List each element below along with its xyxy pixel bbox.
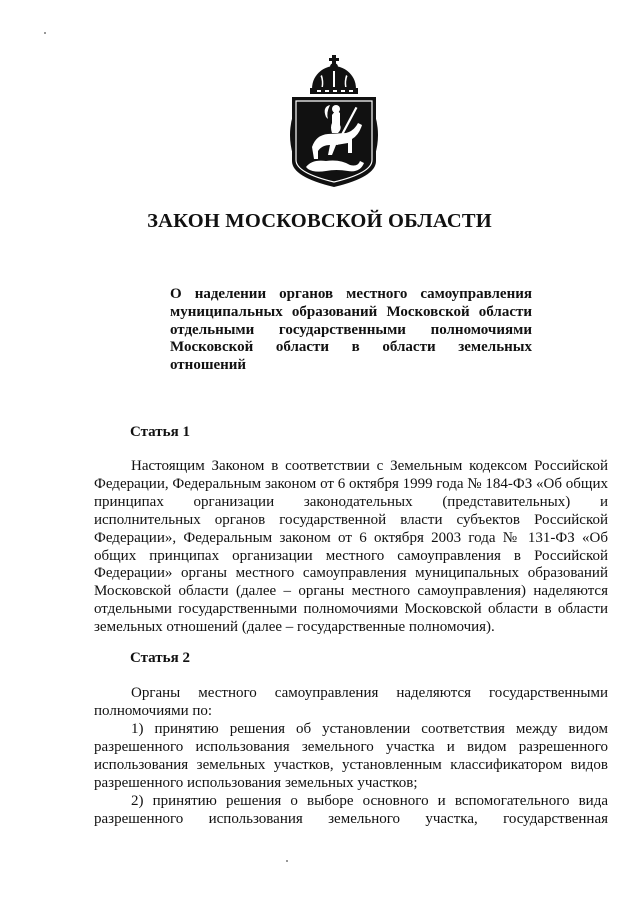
document-subtitle: О наделении органов местного самоуправления муниципальных образований Московской области отдельными государственными полномочиями Московской области в области земельных отношений xyxy=(170,286,532,374)
article-2-item-1: 1) принятию решения об установлении соответствия между видом разрешенного использования земельного участка и видом разрешенного использования земельных участков, установленным классификатором видов разрешенного использования земельных участков; xyxy=(94,721,608,791)
scan-speck xyxy=(286,860,288,862)
article-2-item-2: 2) принятию решения о выборе основного и вспомогательного вида разрешенного использования земельного участка, государственная xyxy=(94,793,608,827)
scan-speck xyxy=(44,32,46,34)
document-title: ЗАКОН МОСКОВСКОЙ ОБЛАСТИ xyxy=(147,210,492,232)
article-2-heading: Статья 2 xyxy=(130,650,190,666)
article-2-intro-paragraph: Органы местного самоуправления наделяются государственными полномочиями по: xyxy=(94,685,608,719)
coat-of-arms-icon xyxy=(286,55,382,190)
article-1-heading: Статья 1 xyxy=(130,424,190,440)
article-1-paragraph: Настоящим Законом в соответствии с Земельным кодексом Российской Федерации, Федеральным законом от 6 октября 1999 года № 184-ФЗ «Об общих принципах организации законодательных (представительных) и исполнительных органов государственной власти субъектов Российской Федерации», Федеральным законом от 6 октября 2003 года № 131-ФЗ «Об общих принципах организации местного самоуправления в Российской Федерации» органы местного самоуправления муниципальных образований Московской области (далее – органы местного самоуправления) наделяются отдельными государственными полномочиями Московской области в области земельных отношений (далее – государственные полномочия). xyxy=(94,458,608,636)
